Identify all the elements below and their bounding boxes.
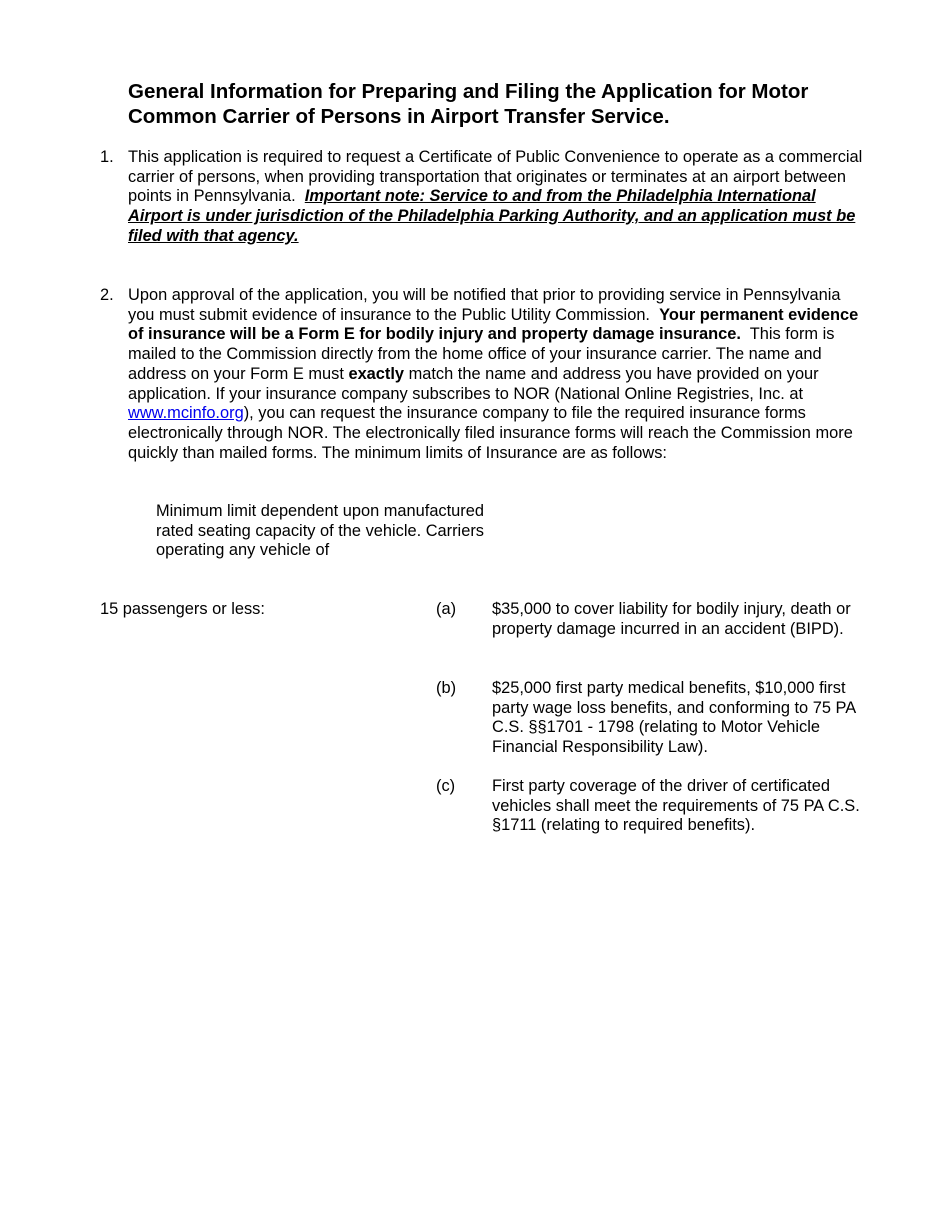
page-title: General Information for Preparing and Filing the Application for Motor Common Carrier of Persons in Airport Transfer Service.	[128, 80, 809, 128]
coverage-item-a	[436, 600, 876, 639]
item2-body-3: match the name and address you have provided on your application. If your insurance company subscribes to NOR (National Online Registries, Inc. at	[128, 364, 819, 403]
item2-body-2: This form is mailed to the Commission directly from the home office of your insurance carrier. The name and address on your Form E must	[128, 325, 835, 383]
coverage-text: $25,000 first party medical benefits, $10,000 first party wage loss benefits, and conforming to 75 PA C.S. §§1701 - 1798 (relating to Motor Vehicle Financial Responsibility Law).	[492, 679, 856, 757]
list-item-number: 1.	[100, 148, 114, 166]
exactly-emphasis: exactly	[348, 364, 405, 383]
item1-body: This application is required to request a Certificate of Public Convenience to operate as a commercial carrier of persons, when providing transportation that originates or terminates at an airport between points in Pennsylvania.	[128, 148, 863, 206]
item2-body-4: ), you can request the insurance company to file the required insurance forms electronically through NOR. The electronically filed insurance forms will reach the Commission more quickly than mailed forms. The minimum limits of Insurance are as follows:	[128, 404, 853, 462]
coverage-letter: (a)	[436, 600, 457, 618]
passengers-label: 15 passengers or less:	[100, 600, 265, 618]
coverage-item-c	[436, 777, 876, 836]
coverage-text: First party coverage of the driver of certificated vehicles shall meet the requirements of 75 PA C.S. §1711 (relating to required benefits).	[492, 777, 860, 835]
coverage-letter: (b)	[436, 679, 457, 697]
list-item-1	[100, 148, 870, 247]
coverage-letter: (c)	[436, 777, 456, 795]
list-item-text	[128, 286, 862, 463]
coverage-item-b	[436, 679, 876, 758]
item2-body-1: Upon approval of the application, you will be notified that prior to providing service in Pennsylvania you must submit evidence of insurance to the Public Utility Commission.	[128, 286, 841, 324]
insurance-evidence-note: Your permanent evidence of insurance will be a Form E for bodily injury and property damage insurance.	[128, 305, 859, 344]
important-note: Important note: Service to and from the Philadelphia International Airport is under jurisdiction of the Philadelphia Parking Authority, and an application must be filed with that agency.	[128, 187, 856, 245]
coverage-text: $35,000 to cover liability for bodily injury, death or property damage incurred in an accident (BIPD).	[492, 600, 851, 638]
mcinfo-link[interactable]: www.mcinfo.org	[128, 404, 244, 423]
list-item-text	[128, 148, 870, 247]
list-item-2	[100, 286, 862, 463]
minimum-limit-text: Minimum limit dependent upon manufactured rated seating capacity of the vehicle. Carriers operating any vehicle of	[156, 502, 484, 560]
list-item-number: 2.	[100, 286, 114, 304]
